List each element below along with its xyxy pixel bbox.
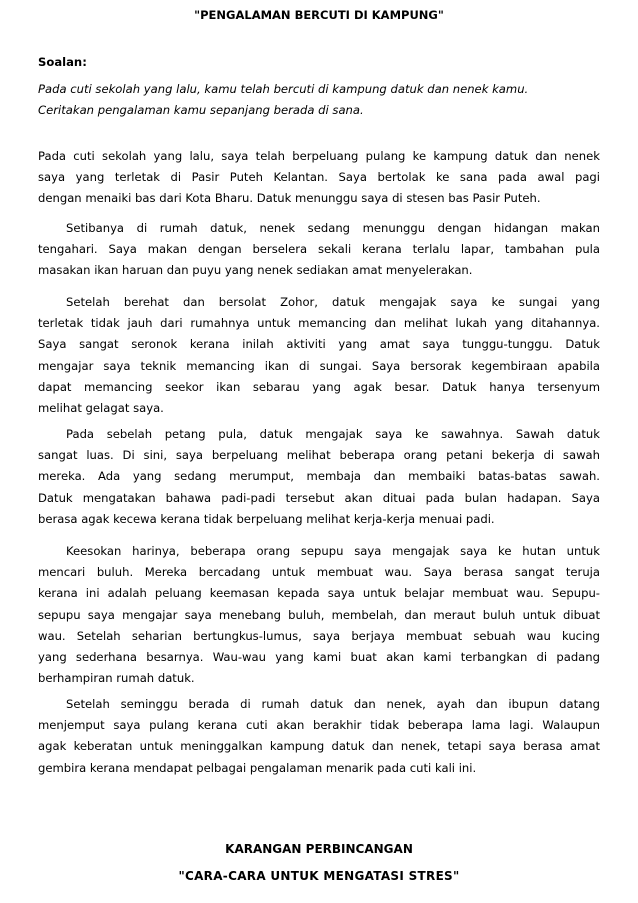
paragraph-line: tengahari. Saya makan dengan berselera sekali kerana terlalu lapar, tambahan pula — [38, 242, 600, 257]
paragraph-line: Datuk mengatakan bahawa padi-padi tersebut akan dituai pada bulan hadapan. Saya — [38, 490, 600, 505]
question-line: Pada cuti sekolah yang lalu, kamu telah bercuti di kampung datuk dan nenek kamu. — [38, 82, 529, 96]
paragraph-3 — [38, 292, 600, 419]
paragraph-line: mencari buluh. Mereka bercadang untuk membuat wau. Saya berasa sangat teruja — [38, 565, 600, 580]
paragraph-5 — [38, 541, 600, 689]
paragraph-line: Keesokan harinya, beberapa orang sepupu saya mengajak saya ke hutan untuk — [66, 544, 600, 558]
paragraph-6 — [38, 694, 600, 779]
paragraph-4 — [38, 424, 600, 530]
paragraph-line: Setelah berehat dan bersolat Zohor, datuk mengajak saya ke sungai yang — [66, 295, 600, 309]
paragraph-line: terletak tidak jauh dari rumahnya untuk memancing dan melihat lukah yang ditahannya. — [38, 316, 600, 331]
paragraph-line: berasa agak kecewa kerana tidak berpeluang melihat kerja-kerja menuai padi. — [38, 511, 495, 526]
paragraph-2 — [38, 218, 600, 282]
paragraph-line: kerana ini adalah peluang keemasan kepada saya untuk belajar membuat wau. Sepupu- — [38, 586, 600, 601]
next-essay-title: "CARA-CARA UNTUK MENGATASI STRES" — [178, 869, 460, 883]
paragraph-line: yang sederhana besarnya. Wau-wau yang kami buat akan kami terbangkan di padang — [38, 650, 600, 665]
paragraph-line: melihat gelagat saya. — [38, 401, 164, 416]
paragraph-line: gembira kerana mendapat pelbagai pengalaman menarik pada cuti kali ini. — [38, 760, 477, 775]
paragraph-line: Saya sangat seronok kerana inilah aktiviti yang amat saya tunggu-tunggu. Datuk — [38, 337, 600, 352]
paragraph-line: dengan menaiki bas dari Kota Bharu. Datuk menunggu saya di stesen bas Pasir Puteh. — [38, 191, 541, 206]
paragraph-line: berhampiran rumah datuk. — [38, 671, 195, 686]
paragraph-line: agak keberatan untuk meninggalkan kampung datuk dan nenek, tetapi saya berasa amat — [38, 739, 600, 754]
question-label: Soalan: — [38, 55, 87, 69]
paragraph-line: dapat memancing seekor ikan sebarau yang agak besar. Datuk hanya tersenyum — [38, 379, 600, 394]
paragraph-line: Pada cuti sekolah yang lalu, saya telah berpeluang pulang ke kampung datuk dan nenek — [38, 149, 600, 163]
paragraph-line: masakan ikan haruan dan puyu yang nenek sediakan amat menyelerakan. — [38, 263, 473, 278]
paragraph-line: wau. Setelah seharian bertungkus-lumus, saya berjaya membuat sebuah wau kucing — [38, 628, 600, 643]
paragraph-line: menjemput saya pulang kerana cuti akan berakhir tidak beberapa lama lagi. Walaupun — [38, 718, 600, 733]
paragraph-line: sangat luas. Di sini, saya berpeluang melihat beberapa orang petani bekerja di sawah — [38, 448, 600, 463]
paragraph-line: mengajar saya teknik memancing ikan di sungai. Saya bersorak kegembiraan apabila — [38, 358, 600, 373]
question-line: Ceritakan pengalaman kamu sepanjang berada di sana. — [38, 103, 364, 117]
question-text — [38, 79, 600, 121]
paragraph-line: saya yang terletak di Pasir Puteh Kelantan. Saya bertolak ke sana pada awal pagi — [38, 170, 600, 185]
paragraph-line: Setibanya di rumah datuk, nenek sedang menunggu dengan hidangan makan — [66, 221, 600, 235]
essay-title: "PENGALAMAN BERCUTI DI KAMPUNG" — [194, 8, 444, 22]
paragraph-line: Pada sebelah petang pula, datuk mengajak saya ke sawahnya. Sawah datuk — [66, 427, 600, 441]
paragraph-line: Setelah seminggu berada di rumah datuk dan nenek, ayah dan ibupun datang — [66, 697, 600, 711]
paragraph-1 — [38, 146, 600, 210]
paragraph-line: mereka. Ada yang sedang merumput, membaja dan membaiki batas-batas sawah. — [38, 469, 600, 484]
next-essay-heading: KARANGAN PERBINCANGAN — [225, 842, 413, 856]
paragraph-line: sepupu saya mengajar saya menebang buluh, membelah, dan meraut buluh untuk dibuat — [38, 607, 600, 622]
